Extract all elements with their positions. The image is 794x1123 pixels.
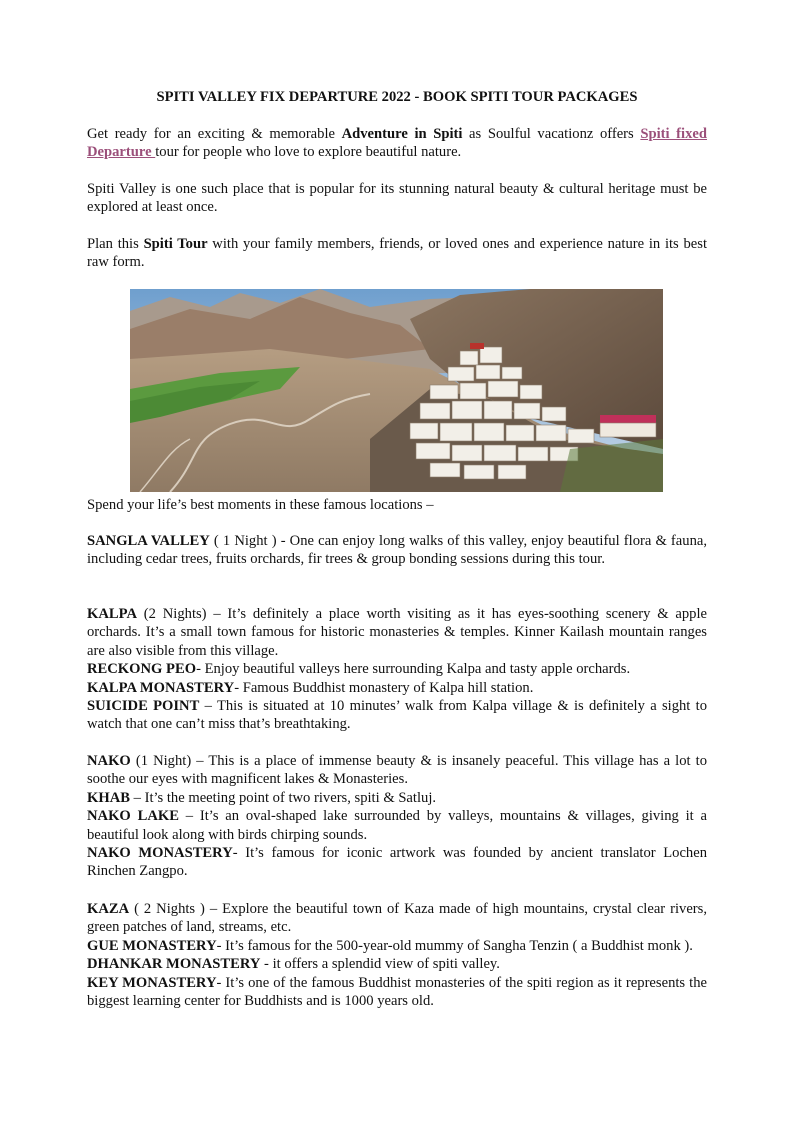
- list-item: [87, 937, 707, 955]
- kalpa-text: (2 Nights) – It’s definitely a place worth visiting as it has eyes-soothing scenery & apple orchards. It’s a small town famous for historic monasteries & temples. Kinner Kailash mountain ranges are also visible from this village.: [87, 606, 707, 659]
- nako-lake-heading: NAKO LAKE: [87, 808, 179, 825]
- sangla-heading: SANGLA VALLEY: [87, 533, 210, 549]
- nako-lake-text: – It’s an oval-shaped lake surrounded by valleys, mountains & villages, giving it a beautiful look along with birds chirping sounds.: [87, 808, 707, 843]
- nako-heading: NAKO: [87, 753, 131, 769]
- paragraph-plan-tour: [87, 235, 707, 272]
- kaza-heading: KAZA: [87, 901, 130, 917]
- suicide-point-heading: SUICIDE POINT: [87, 698, 200, 715]
- gue-monastery-text: - It’s famous for the 500-year-old mummy of Sangha Tenzin ( a Buddhist monk ).: [216, 937, 693, 954]
- plan-text-1: Plan this: [87, 236, 144, 252]
- reckong-peo-heading: RECKONG PEO: [87, 661, 197, 678]
- kalpa-heading: KALPA: [87, 606, 137, 622]
- dhankar-monastery-heading: DHANKAR MONASTERY: [87, 956, 261, 973]
- nako-monastery-text: - It’s famous for iconic artwork was founded by ancient translator Lochen Rinchen Zangpo.: [87, 845, 707, 880]
- intro-paragraph: [87, 125, 707, 162]
- locations-caption: [87, 496, 707, 514]
- kaza-text: ( 2 Nights ) – Explore the beautiful town of Kaza made of high mountains, crystal clear rivers, green patches of land, streams, etc.: [87, 901, 707, 936]
- plan-text-2: with your family members, friends, or loved ones and experience nature in its best raw form.: [87, 236, 708, 271]
- paragraph-spiti-valley-text: Spiti Valley is one such place that is popular for its stunning natural beauty & cultural heritage must be explored at least once.: [87, 181, 707, 216]
- key-monastery-heading: KEY MONASTERY: [87, 974, 217, 991]
- intro-bold-adventure: Adventure in Spiti: [341, 126, 463, 142]
- list-item: [87, 660, 707, 678]
- suicide-point-text: – This is situated at 10 minutes’ walk from Kalpa village & is definitely a sight to watch that one can’t miss that’s breathtaking.: [87, 698, 707, 733]
- page-title: SPITI VALLEY FIX DEPARTURE 2022 - BOOK SPITI TOUR PACKAGES: [156, 89, 638, 105]
- nako-monastery-heading: NAKO MONASTERY: [87, 845, 233, 862]
- landscape-image: [130, 289, 663, 492]
- section-sangla: [87, 532, 707, 569]
- locations-caption-text: Spend your life’s best moments in these famous locations –: [87, 497, 434, 513]
- nako-text: (1 Night) – This is a place of immense beauty & is insanely peaceful. This village has a lot to soothe our eyes with magnificent lakes & Monasteries.: [87, 753, 707, 788]
- list-item: [87, 974, 707, 1011]
- plan-bold-spiti-tour: Spiti Tour: [143, 236, 208, 252]
- intro-text-3: tour for people who love to explore beautiful nature.: [155, 144, 462, 161]
- spiti-fixed-departure-link[interactable]: Spiti fixed Departure: [87, 126, 707, 161]
- khab-text: – It’s the meeting point of two rivers, spiti & Satluj.: [129, 789, 437, 806]
- list-item: [87, 697, 707, 734]
- khab-heading: KHAB: [87, 789, 130, 806]
- dhankar-monastery-text: - it offers a splendid view of spiti valley.: [260, 956, 500, 973]
- paragraph-spiti-valley: [87, 180, 707, 217]
- reckong-peo-text: - Enjoy beautiful valleys here surrounding Kalpa and tasty apple orchards.: [196, 661, 631, 678]
- list-item: [87, 955, 707, 973]
- section-kaza: [87, 900, 707, 1010]
- list-item: [87, 844, 707, 881]
- list-item: [87, 807, 707, 844]
- key-monastery-photo: [130, 289, 663, 492]
- key-monastery-text: - It’s one of the famous Buddhist monasteries of the spiti region as it represents the biggest learning center for Buddhists and is 1000 years old.: [87, 974, 707, 1010]
- kalpa-monastery-heading: KALPA MONASTERY: [87, 679, 235, 696]
- list-item: [87, 789, 707, 807]
- kalpa-monastery-text: - Famous Buddhist monastery of Kalpa hill station.: [234, 679, 534, 696]
- sangla-text: ( 1 Night ) - One can enjoy long walks of this valley, enjoy beautiful flora & fauna, including cedar trees, fruits orchards, fir trees & group bonding sessions during this tour.: [87, 533, 707, 568]
- intro-text-1: Get ready for an exciting & memorable: [87, 126, 342, 142]
- gue-monastery-heading: GUE MONASTERY: [87, 937, 217, 954]
- section-kalpa: [87, 605, 707, 734]
- section-nako: [87, 752, 707, 881]
- intro-text-2: as Soulful vacationz offers: [462, 126, 641, 142]
- list-item: [87, 679, 707, 697]
